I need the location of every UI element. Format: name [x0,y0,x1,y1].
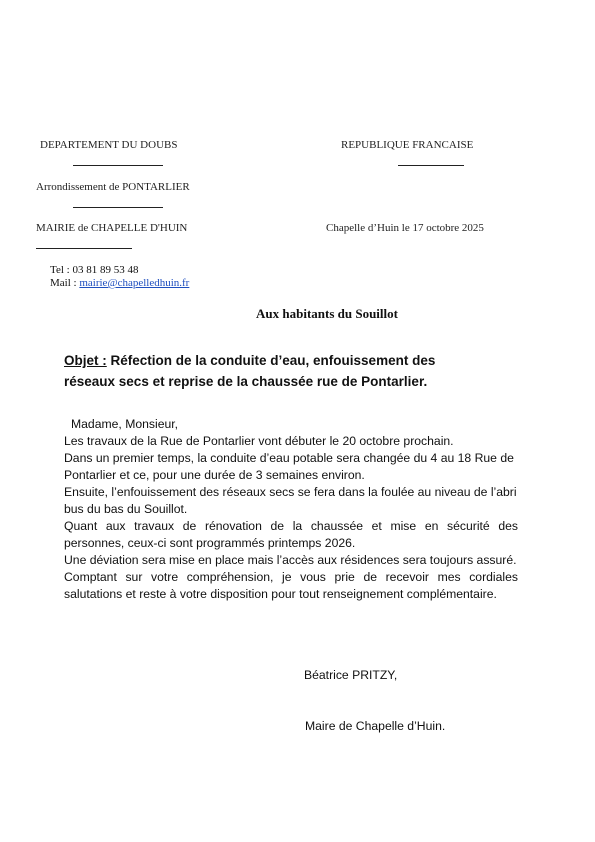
republique-label: REPUBLIQUE FRANCAISE [341,139,474,151]
arrondissement-label: Arrondissement de PONTARLIER [36,181,190,193]
letter-date: Chapelle d’Huin le 17 octobre 2025 [326,222,484,234]
email-line [50,277,189,290]
divider [36,248,132,249]
mairie-label: MAIRIE de CHAPELLE D'HUIN [36,222,188,234]
paragraph: Quant aux travaux de rénovation de la chaussée et mise en sécurité des personnes, ceux-ci sont programmés printemps 2026. [64,519,518,550]
department-label: DEPARTEMENT DU DOUBS [40,139,178,151]
phone-number: Tel : 03 81 89 53 48 [50,264,139,276]
email-link[interactable]: mairie@chapelledhuin.fr [79,277,190,289]
paragraph: Dans un premier temps, la conduite d’eau potable sera changée du 4 au 18 Rue de Pontarlier et ce, pour une durée de 3 semaines environ. [64,451,514,482]
audience-heading: Aux habitants du Souillot [256,306,398,321]
paragraph: Une déviation sera mise en place mais l’accès aux résidences sera toujours assuré. [64,553,517,567]
divider [398,165,464,166]
greeting: Madame, Monsieur, [71,417,179,431]
paragraph: Les travaux de la Rue de Pontarlier vont débuter le 20 octobre prochain. [64,434,454,448]
divider [73,207,163,208]
email-label: Mail : [50,277,80,289]
divider [73,165,163,166]
paragraph: Comptant sur votre compréhension, je vous prie de recevoir mes cordiales salutations et reste à votre disposition pour tout renseignement complémentaire. [64,570,518,601]
signatory-title: Maire de Chapelle d’Huin. [305,719,446,733]
letter-body [64,416,518,603]
object-label: Objet : [64,353,107,368]
paragraph: Ensuite, l’enfouissement des réseaux secs se fera dans la foulée au niveau de l’abri bus du bas du Souillot. [64,485,517,516]
signatory-name: Béatrice PRITZY, [304,668,398,682]
object-text: Réfection de la conduite d’eau, enfouissement des réseaux secs et reprise de la chaussée rue de Pontarlier. [64,353,436,389]
contact-block [50,264,189,290]
object-line [64,350,484,392]
